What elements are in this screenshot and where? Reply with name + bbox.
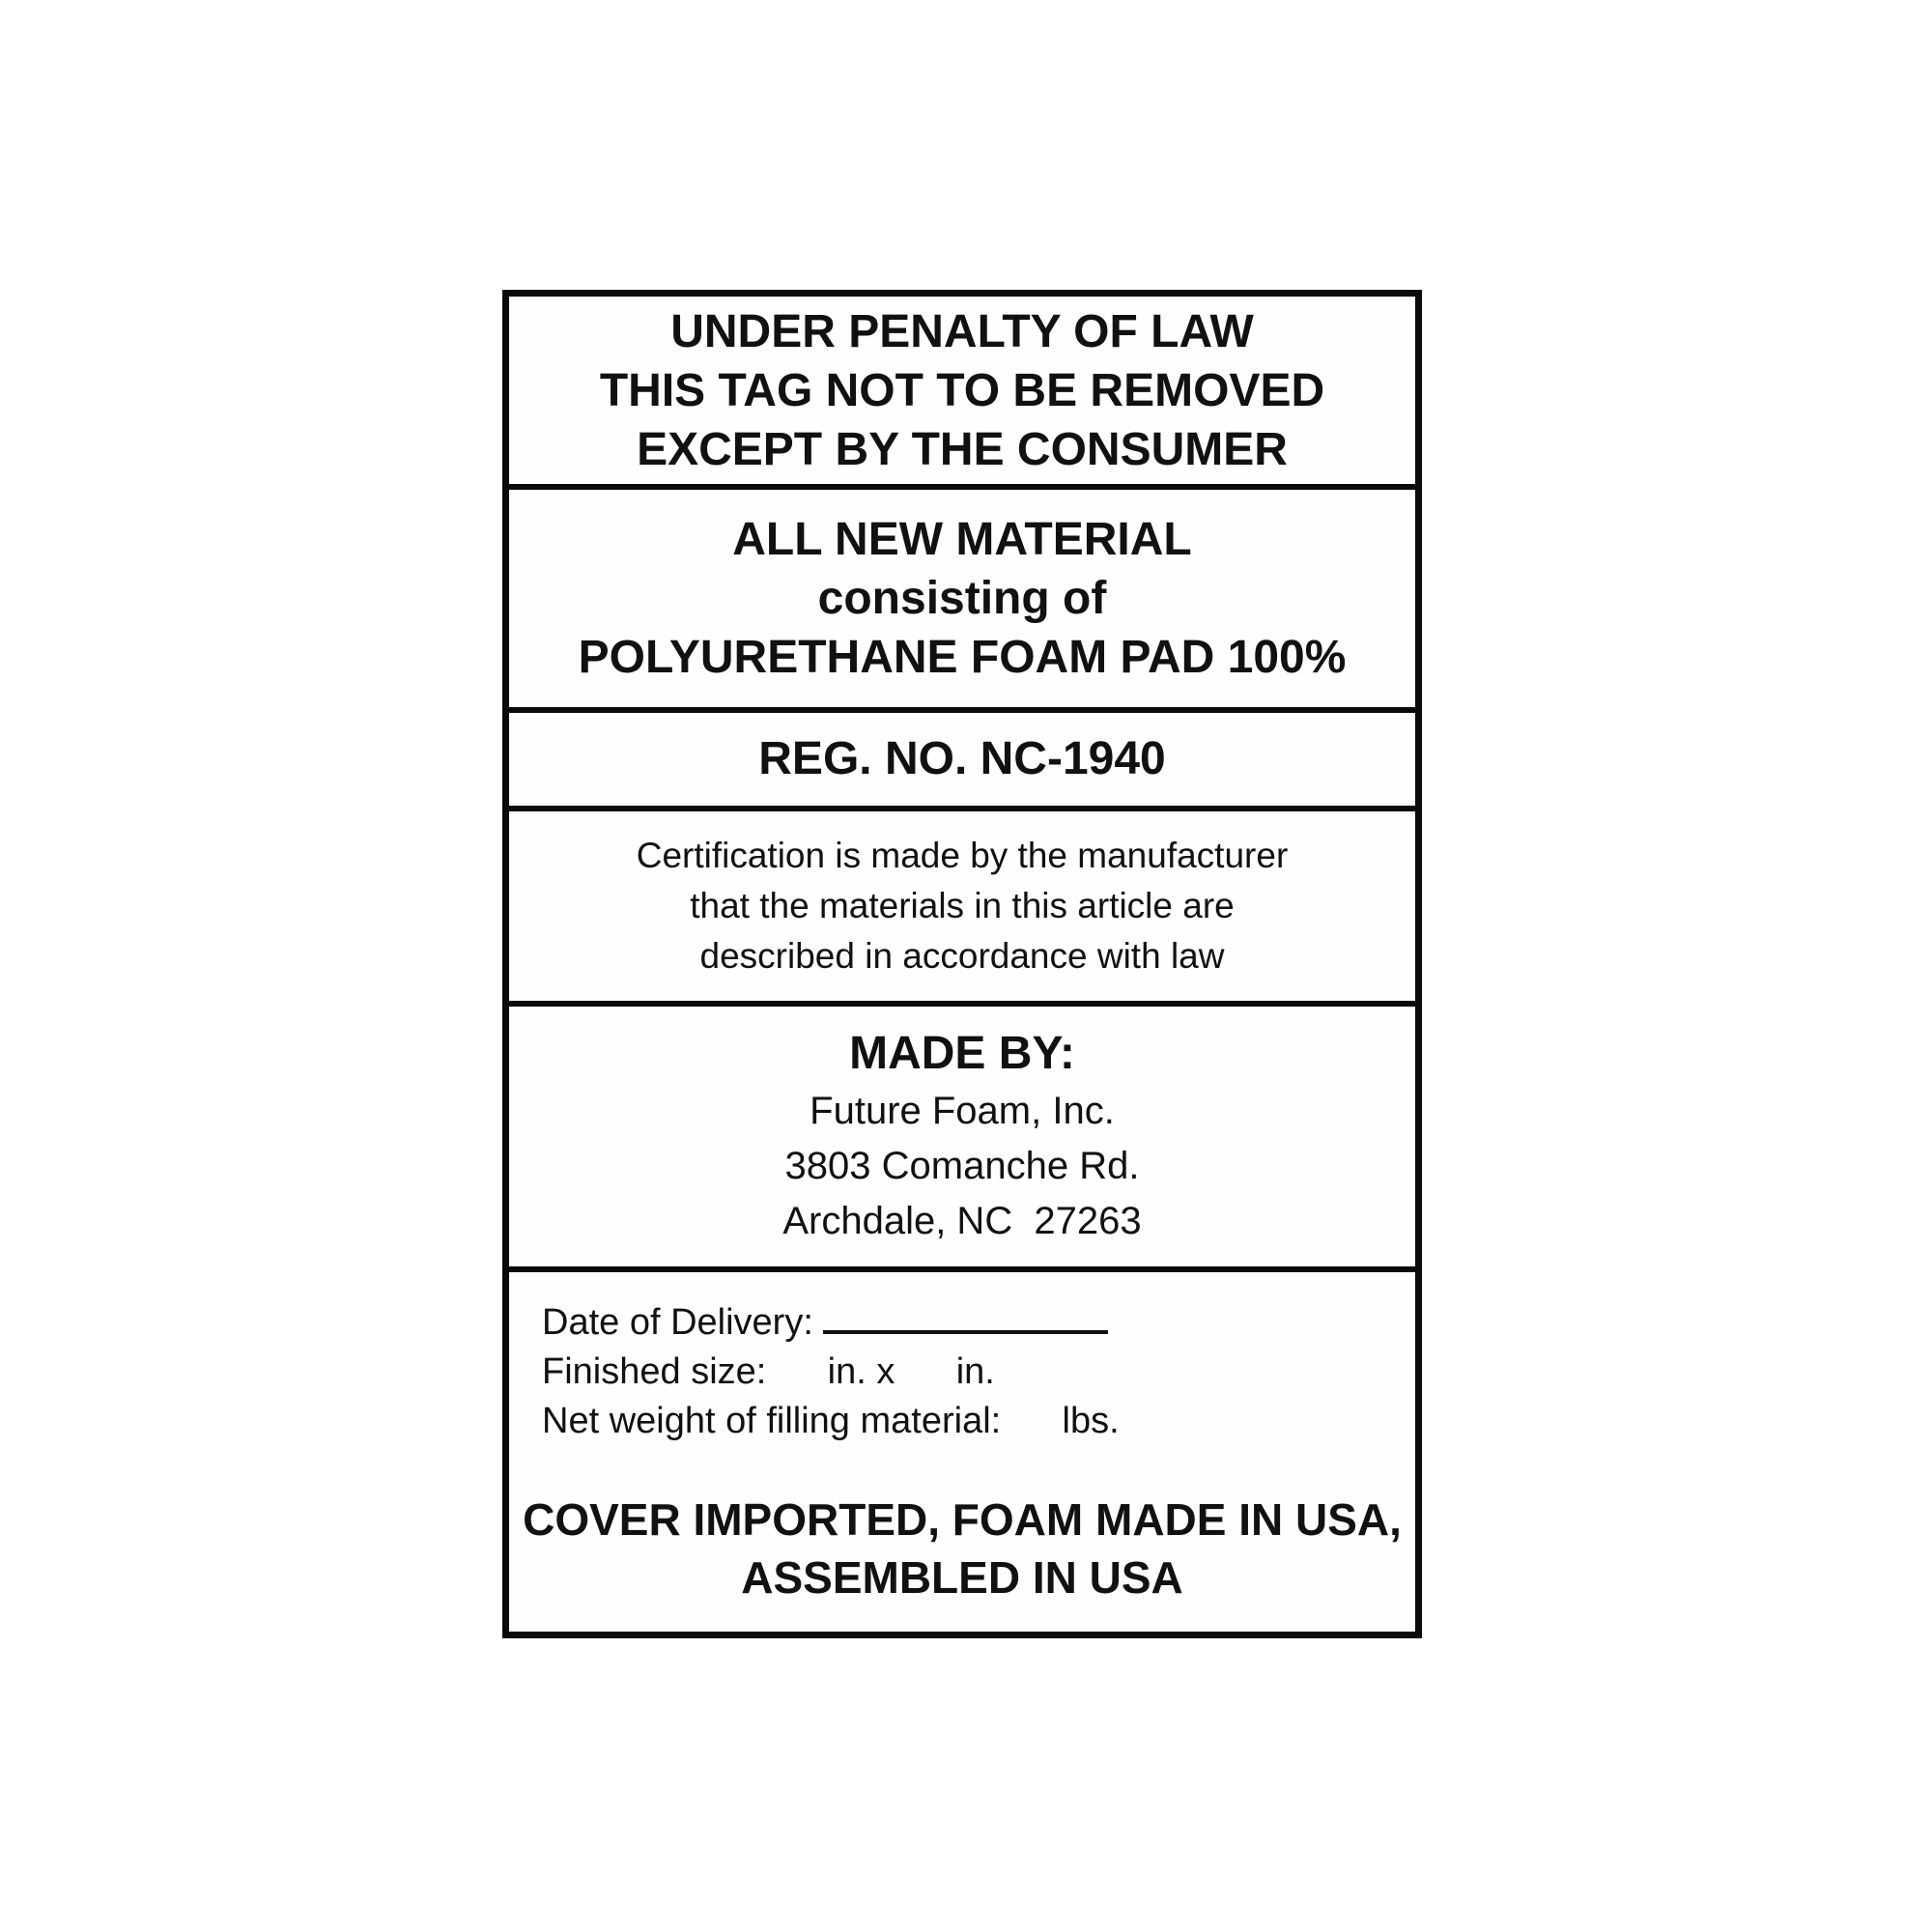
manufacturer-city-state-zip: Archdale, NC 27263 xyxy=(782,1200,1142,1242)
date-of-delivery-field xyxy=(542,1297,1386,1348)
penalty-line-2: THIS TAG NOT TO BE REMOVED xyxy=(599,364,1325,416)
section-material-contents xyxy=(509,490,1415,713)
origin-line-1: COVER IMPORTED, FOAM MADE IN USA, xyxy=(523,1494,1402,1545)
section-manufacturer xyxy=(509,1007,1415,1272)
section-details-and-origin xyxy=(509,1272,1415,1632)
material-line-1: ALL NEW MATERIAL xyxy=(732,514,1192,565)
registration-number: REG. NO. NC-1940 xyxy=(758,733,1166,784)
certification-line-3: described in accordance with law xyxy=(699,936,1225,976)
material-line-2: consisting of xyxy=(817,573,1107,624)
certification-line-1: Certification is made by the manufacturer xyxy=(636,836,1289,875)
date-of-delivery-label: Date of Delivery: xyxy=(542,1302,824,1343)
material-line-3: POLYURETHANE FOAM PAD 100% xyxy=(578,632,1347,683)
penalty-line-3: EXCEPT BY THE CONSUMER xyxy=(637,423,1288,475)
certification-line-2: that the materials in this article are xyxy=(690,886,1235,925)
manufacturer-street: 3803 Comanche Rd. xyxy=(784,1145,1140,1187)
net-weight-field: Net weight of filling material: lbs. xyxy=(542,1401,1120,1441)
section-certification-statement xyxy=(509,811,1415,1007)
law-label-card xyxy=(502,290,1422,1638)
penalty-line-1: UNDER PENALTY OF LAW xyxy=(670,305,1254,357)
origin-statement xyxy=(509,1491,1415,1632)
origin-line-2: ASSEMBLED IN USA xyxy=(741,1552,1183,1603)
made-by-heading: MADE BY: xyxy=(849,1028,1075,1079)
fill-in-fields xyxy=(509,1272,1415,1446)
date-of-delivery-blank-line xyxy=(823,1297,1108,1334)
section-registration-number xyxy=(509,713,1415,811)
section-penalty-notice xyxy=(509,297,1415,490)
finished-size-field: Finished size: in. x in. xyxy=(542,1351,995,1392)
manufacturer-name: Future Foam, Inc. xyxy=(810,1090,1115,1132)
